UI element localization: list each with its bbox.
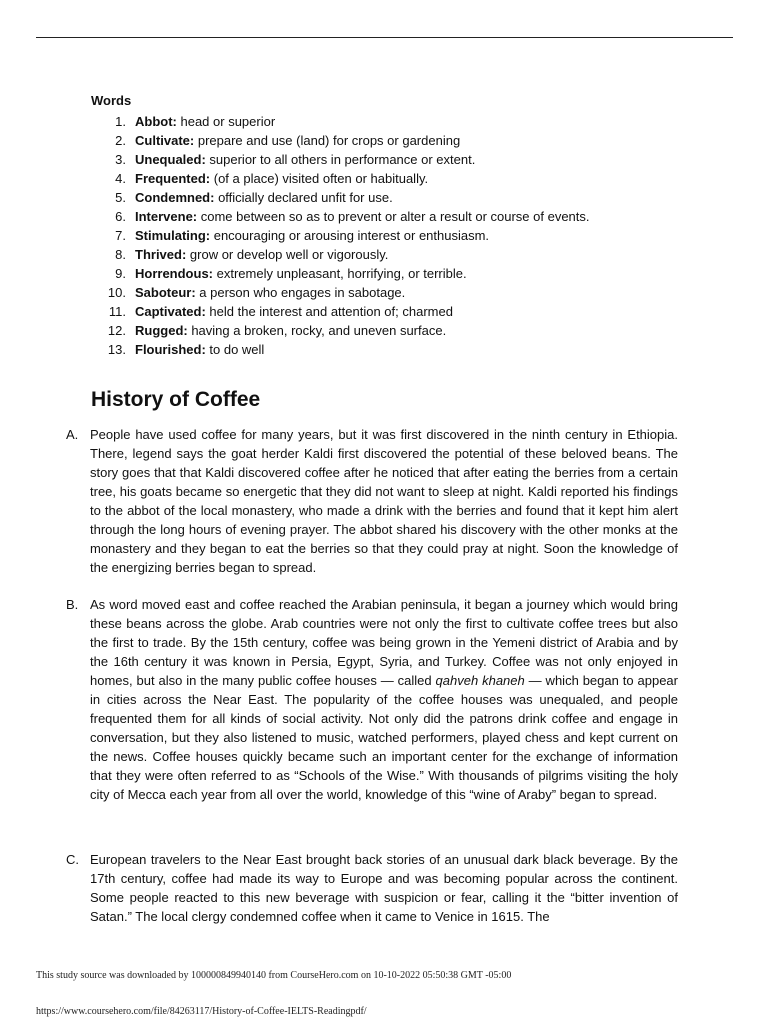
header-rule	[36, 37, 733, 38]
item-number: 9.	[115, 266, 126, 281]
item-number: 4.	[115, 171, 126, 186]
vocab-term: Rugged:	[135, 323, 188, 338]
list-item	[91, 264, 691, 283]
list-item	[91, 321, 691, 340]
list-item	[91, 150, 691, 169]
vocab-definition: extremely unpleasant, horrifying, or terrible.	[213, 266, 467, 281]
section-paragraph	[90, 595, 678, 804]
item-number: 7.	[115, 228, 126, 243]
item-number: 1.	[115, 114, 126, 129]
section-c	[66, 850, 678, 926]
source-url: https://www.coursehero.com/file/84263117/History-of-Coffee-IELTS-Readingpdf/	[36, 1006, 367, 1017]
vocab-term: Unequaled:	[135, 152, 206, 167]
section-b	[66, 595, 678, 804]
vocab-definition: superior to all others in performance or extent.	[205, 152, 476, 167]
vocab-definition: encouraging or arousing interest or enthusiasm.	[210, 228, 490, 243]
vocab-term: Flourished:	[135, 342, 206, 357]
item-number: 13.	[107, 342, 126, 357]
list-item	[91, 245, 691, 264]
item-number: 10.	[107, 285, 126, 300]
vocab-term: Intervene:	[135, 209, 198, 224]
vocab-definition: a person who engages in sabotage.	[195, 285, 406, 300]
list-item	[91, 112, 691, 131]
section-a	[66, 425, 678, 577]
paragraph-text-end: — which began to appear in cities across the Near East. The popularity of the coffee houses was unequaled, and people frequented them for all kinds of social activity. Not only did the patrons drink coffee and engage in conversation, but they also listened to music, watched performers, played chess and kept current on the news. Coffee houses quickly became such an important center for the exchange of information that they were often referred to as “Schools of the Wise.” With thousands of pilgrims visiting the holy city of Mecca each year from all over the world, knowledge of this “wine of Araby” began to spread.	[90, 673, 678, 802]
words-heading: Words	[91, 93, 132, 108]
item-number: 2.	[115, 133, 126, 148]
italic-term: qahveh khaneh	[435, 673, 525, 688]
vocab-definition: held the interest and attention of; charmed	[205, 304, 453, 319]
vocab-term: Frequented:	[135, 171, 211, 186]
item-number: 3.	[115, 152, 126, 167]
vocab-definition: (of a place) visited often or habitually.	[210, 171, 429, 186]
list-item	[91, 169, 691, 188]
vocabulary-list	[91, 112, 691, 359]
item-number: 11.	[108, 304, 126, 319]
section-label: C.	[66, 852, 79, 867]
section-label: A.	[66, 427, 79, 442]
vocab-term: Thrived:	[135, 247, 187, 262]
item-number: 12.	[107, 323, 126, 338]
vocab-definition: come between so as to prevent or alter a result or course of events.	[197, 209, 590, 224]
page-title: History of Coffee	[91, 388, 261, 411]
vocab-term: Saboteur:	[135, 285, 196, 300]
section-label: B.	[66, 597, 79, 612]
vocab-term: Stimulating:	[135, 228, 211, 243]
list-item	[91, 226, 691, 245]
paragraph-text-start: As word moved east and coffee reached the Arabian peninsula, it began a journey which would bring these beans across the globe. Arab countries were not only the first to cultivate coffee trees but also the first to trade. By the 15th century, coffee was being grown in the Yemeni district of Arabia and by the 16th century it was known in Persia, Egypt, Syria, and Turkey. Coffee was not only enjoyed in homes, but also in the many public coffee houses — called	[90, 597, 678, 688]
download-notice: This study source was downloaded by 100000849940140 from CourseHero.com on 10-10-2022 05:50:38 GMT -05:00	[36, 970, 512, 981]
section-paragraph: People have used coffee for many years, but it was first discovered in the ninth century in Ethiopia. There, legend says the goat herder Kaldi first discovered the potential of these beloved beans. The story goes that that Kaldi discovered coffee after he noticed that after eating the berries from a certain tree, his goats became so energetic that they did not want to sleep at night. Kaldi reported his findings to the abbot of the local monastery, who made a drink with the berries and found that it kept him alert through the long hours of evening prayer. The abbot shared his discovery with the other monks at the monastery and they began to eat the berries so that they could pray at night. Soon the knowledge of the energizing berries began to spread.	[90, 427, 678, 575]
vocab-definition: prepare and use (land) for crops or gardening	[194, 133, 461, 148]
vocab-term: Cultivate:	[135, 133, 195, 148]
list-item	[91, 131, 691, 150]
vocab-definition: grow or develop well or vigorously.	[186, 247, 389, 262]
vocab-term: Abbot:	[135, 114, 177, 129]
vocab-term: Condemned:	[135, 190, 215, 205]
item-number: 6.	[115, 209, 126, 224]
vocab-definition: having a broken, rocky, and uneven surface.	[187, 323, 447, 338]
section-paragraph: European travelers to the Near East brought back stories of an unusual dark black beverage. By the 17th century, coffee had made its way to Europe and was becoming popular across the continent. Some people reacted to this new beverage with suspicion or fear, calling it the “bitter invention of Satan.” The local clergy condemned coffee when it came to Venice in 1615. The	[90, 852, 678, 924]
list-item	[91, 340, 691, 359]
item-number: 8.	[115, 247, 126, 262]
vocab-definition: head or superior	[176, 114, 276, 129]
list-item	[91, 283, 691, 302]
vocab-term: Horrendous:	[135, 266, 213, 281]
list-item	[91, 207, 691, 226]
vocab-definition: to do well	[205, 342, 265, 357]
list-item	[91, 188, 691, 207]
vocab-definition: officially declared unfit for use.	[214, 190, 393, 205]
list-item	[91, 302, 691, 321]
vocab-term: Captivated:	[135, 304, 206, 319]
item-number: 5.	[115, 190, 126, 205]
